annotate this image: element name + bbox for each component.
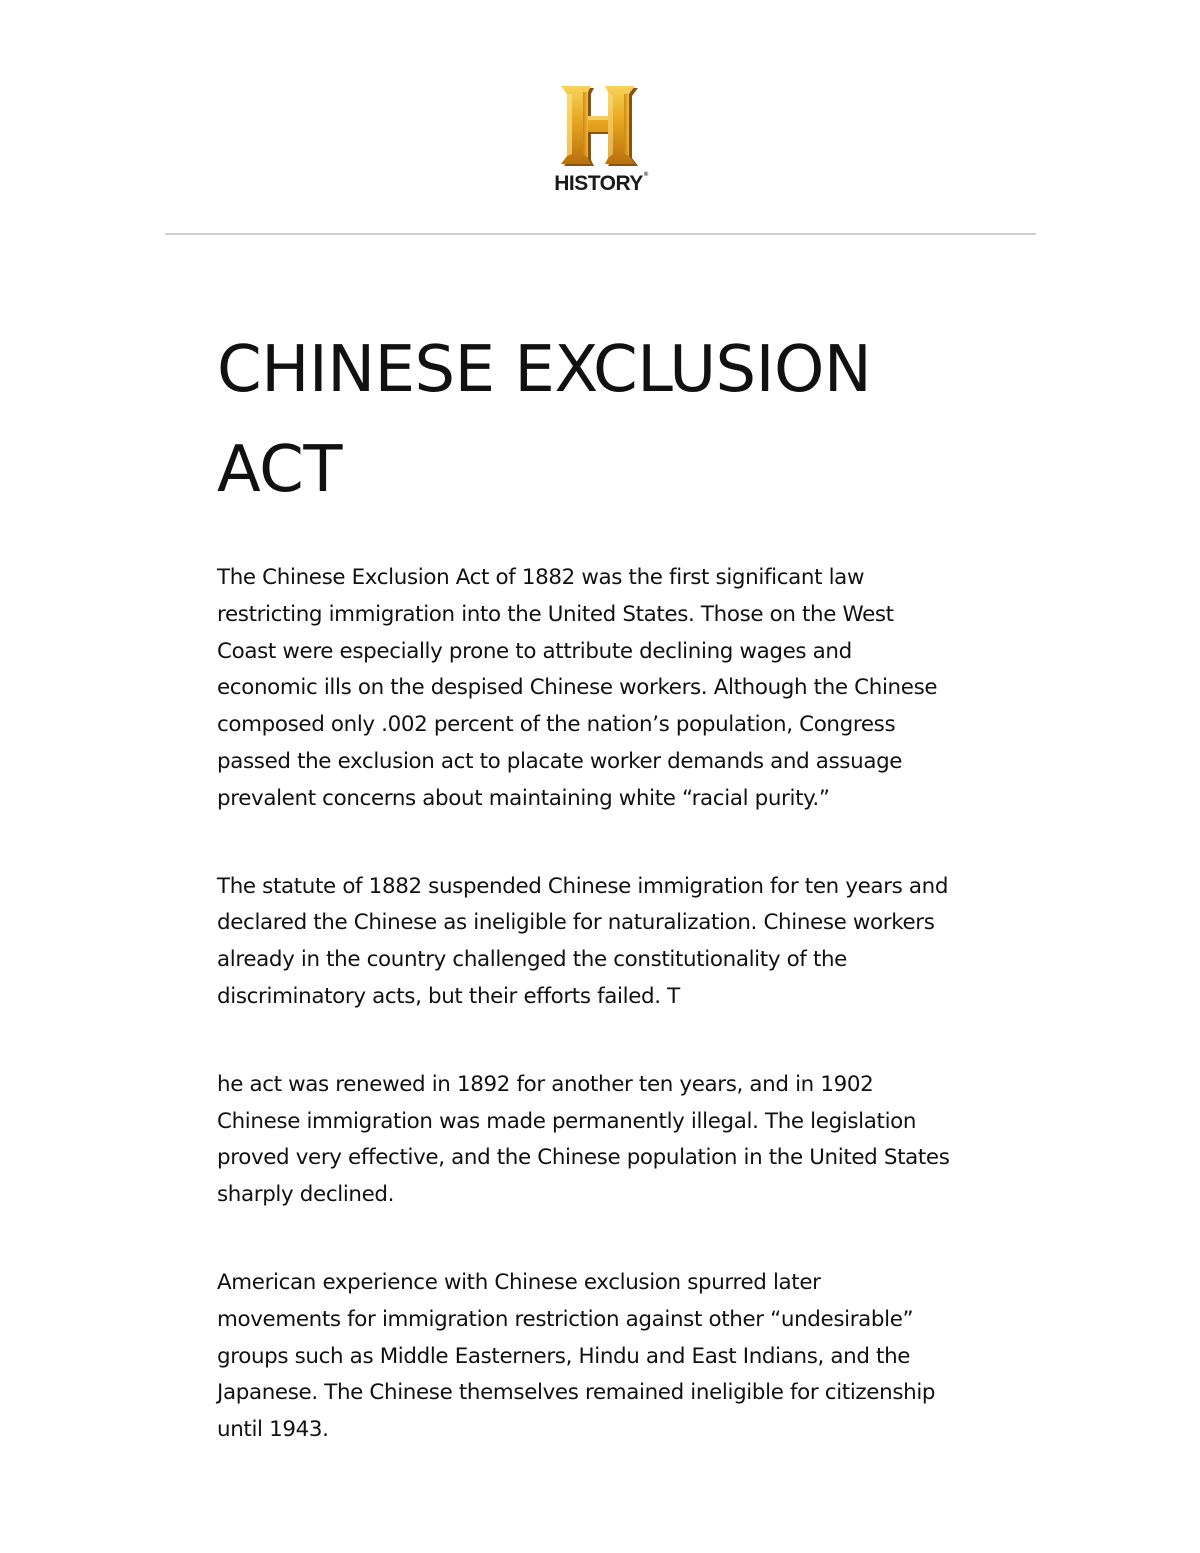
text-line: The statute of 1882 suspended Chinese immigration for ten years and: [217, 873, 949, 899]
history-h-emblem-icon: [544, 84, 658, 170]
history-wordmark: [544, 172, 658, 196]
header-divider: [165, 233, 1036, 235]
text-line: passed the exclusion act to placate worker demands and assuage: [217, 748, 903, 774]
text-line: Coast were especially prone to attribute declining wages and: [217, 638, 852, 664]
text-line: The Chinese Exclusion Act of 1882 was the first significant law: [217, 565, 865, 590]
text-line: movements for immigration restriction against other “undesirable”: [217, 1306, 914, 1332]
trademark-symbol: ®: [643, 172, 648, 178]
text-line: groups such as Middle Easterners, Hindu and East Indians, and the: [217, 1343, 911, 1369]
paragraph-2: [217, 869, 1017, 1016]
text-line: discriminatory acts, but their efforts failed. T: [217, 983, 680, 1009]
text-line: prevalent concerns about maintaining white “racial purity.”: [217, 785, 830, 811]
paragraph-3: [217, 1067, 1017, 1214]
text-line: economic ills on the despised Chinese workers. Although the Chinese: [217, 675, 938, 701]
text-line: American experience with Chinese exclusion spurred later: [217, 1269, 821, 1295]
text-line: proved very effective, and the Chinese population in the United States: [217, 1145, 950, 1171]
text-line: Chinese immigration was made permanently illegal. The legislation: [217, 1108, 917, 1134]
text-line: composed only .002 percent of the nation’s population, Congress: [217, 712, 896, 738]
article-body: [217, 560, 1017, 1500]
text-line: restricting immigration into the United States. Those on the West: [217, 601, 894, 627]
paragraph-4: [217, 1265, 1017, 1449]
history-logo: [544, 84, 658, 200]
text-line: until 1943.: [217, 1417, 329, 1443]
wordmark-text: HISTORY: [554, 172, 643, 195]
article-title: [217, 320, 1017, 520]
title-line: CHINESE EXCLUSION: [217, 333, 872, 407]
paragraph-1: [217, 560, 1017, 818]
text-line: declared the Chinese as ineligible for naturalization. Chinese workers: [217, 910, 935, 936]
text-line: sharply declined.: [217, 1182, 395, 1208]
text-line: Japanese. The Chinese themselves remained ineligible for citizenship: [217, 1380, 936, 1406]
title-line: ACT: [217, 433, 342, 507]
text-line: he act was renewed in 1892 for another ten years, and in 1902: [217, 1071, 874, 1097]
text-line: already in the country challenged the constitutionality of the: [217, 947, 847, 973]
